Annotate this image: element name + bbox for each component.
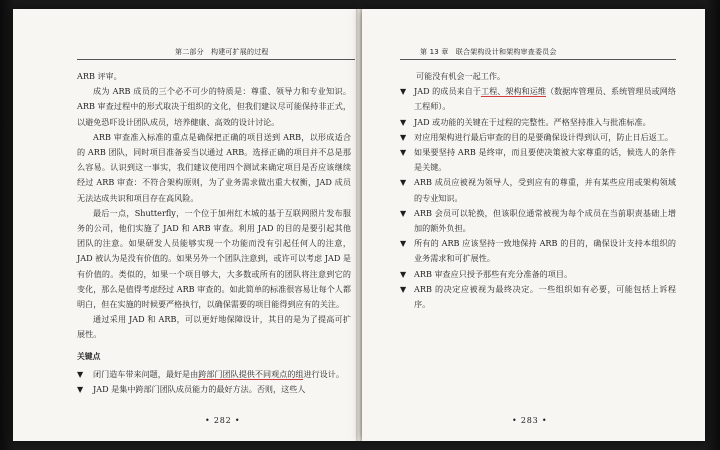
left-page (13, 9, 356, 441)
key-points-list (400, 84, 676, 312)
red-underline-highlight: 工程、架构和运维 (480, 86, 546, 97)
list-item: ▼ ARB 会员可以轮换，但该职位通常被视为每个成员在当前职责基础上增加的额外负担。 (400, 207, 676, 234)
paragraph: 可能没有机会一起工作。 (416, 71, 506, 81)
red-underline-highlight: 跨部门团队提供不同观点的组 (198, 368, 304, 379)
paragraph: 成为 ARB 成员的三个必不可少的特质是：尊重、领导力和专业知识。ARB 审查过程中的形式取决于组织的文化，但我们建议尽可能保持非正式，以避免恐吓设计团队成员，培养健康、高效的设计讨论。 (77, 86, 351, 127)
page-number: • 283 • (512, 416, 548, 425)
list-item: ▼ JAD 或功能的关键在于过程的完整性。严格坚持准入与批准标准。 (400, 115, 676, 130)
triangle-bullet-icon: ▼ (400, 269, 407, 279)
page-number: • 282 • (205, 416, 241, 425)
right-page (362, 9, 705, 441)
list-item: ▼ 对应用架构进行最后审查的目的是要确保设计得到认可，防止日后返工。 (400, 130, 676, 145)
list-item: ▼ ARB 的决定应被视为最终决定。一些组织如有必要，可能包括上诉程序。 (400, 283, 676, 310)
running-head: 第 13 章 联合架构设计和架构审查委员会 (420, 48, 557, 56)
triangle-bullet-icon: ▼ (400, 208, 407, 218)
triangle-bullet-icon: ▼ (400, 87, 407, 97)
triangle-bullet-icon: ▼ (77, 385, 84, 395)
triangle-bullet-icon: ▼ (400, 239, 407, 249)
header-rule (400, 59, 676, 60)
list-item: ▼ JAD 的成员来自于工程、架构和运维（数据库管理员、系统管理员或网络工程师）。 (400, 86, 676, 112)
list-item: ▼ 闭门造车带来问题，最好是由跨部门团队提供不同观点的组进行设计。 (77, 367, 351, 382)
triangle-bullet-icon: ▼ (400, 148, 407, 158)
section-title: 关键点 (77, 351, 101, 361)
running-head: 第二部分 构建可扩展的过程 (175, 48, 269, 56)
triangle-bullet-icon: ▼ (400, 117, 407, 127)
key-points-list (77, 367, 351, 397)
triangle-bullet-icon: ▼ (400, 132, 407, 142)
list-item: ▼ ARB 成员应被视为领导人，受到应有的尊重，并有某些应用或架构领域的专业知识。 (400, 177, 676, 203)
paragraph: ARB 审查准入标准的重点是确保把正确的项目送到 ARB，以形成适合的 ARB 团队，同时项目准备妥当以通过 ARB。选择正确的项目并不总是那么容易。认识到这一事实，我们建议使用四个测试来确定项目是否应该继续经过 ARB 审查：不符合架构原则，为了业务需求做出重大权衡，JAD 成员无法达成共识和项目存在高风险。 (77, 131, 351, 203)
list-item: ▼ ARB 审查应只授予那些有充分准备的项目。 (400, 267, 676, 282)
list-item: ▼ 如果要坚持 ARB 是终审，而且要使决策被大家尊重的话，候选人的条件是关键。 (400, 147, 676, 173)
triangle-bullet-icon: ▼ (400, 178, 407, 188)
triangle-bullet-icon: ▼ (400, 284, 407, 294)
triangle-bullet-icon: ▼ (77, 369, 84, 379)
list-item: ▼ JAD 是集中跨部门团队成员能力的最好方法。否则，这些人 (77, 382, 351, 397)
paragraph: 通过采用 JAD 和 ARB，可以更好地保障设计，其目的是为了提高可扩展性。 (77, 314, 351, 340)
paragraph: 最后一点，Shutterfly，一个位于加州红木城的基于互联网照片发布服务的公司，他们实施了 JAD 和 ARB 审查。利用 JAD 的目的是要引起其他团队的注意。如果研发人员能够实现一个功能而没有引起任何人的注意，JAD 被认为是没有价值的。如果另外一个团队注意到，或许可以考虑 JAD 是有价值的。类似的，如果一个项目够大，大多数或所有的团队将注意到它的变化，那么是值得考虑经过 ARB 审查的。如此简单的标准很容易让每个人都明白，但在实施的时候要严格执行，以确保需要的项目能得到应有的关注。 (77, 207, 351, 310)
right-body (400, 69, 676, 312)
left-body (77, 69, 351, 397)
paragraph: ARB 评审。 (77, 71, 122, 81)
header-rule (77, 59, 355, 60)
list-item: ▼ 所有的 ARB 应该坚持一致地保持 ARB 的目的，确保设计支持本组织的业务需求和可扩展性。 (400, 238, 676, 264)
